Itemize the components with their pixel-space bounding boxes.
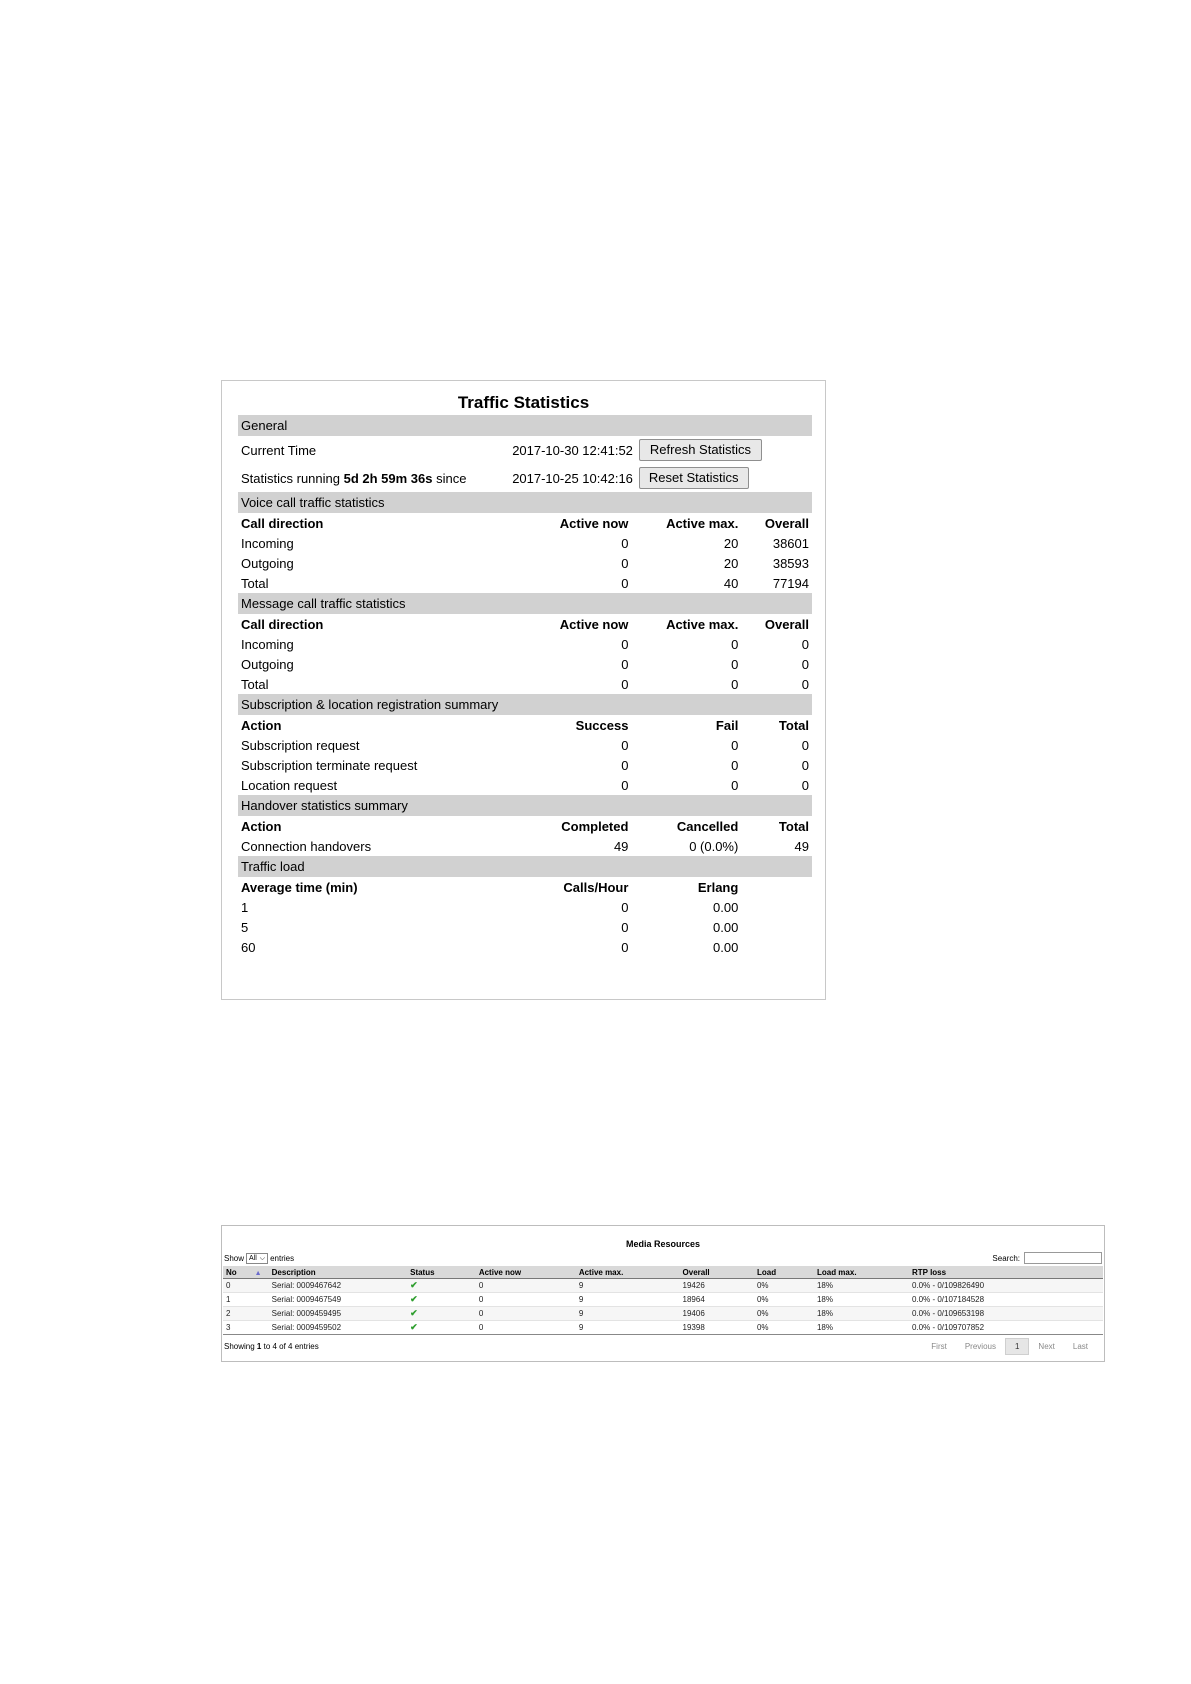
message-header-row [238,614,812,634]
section-load: Traffic load [238,856,812,877]
chevron-down-icon: ⌵ [259,1254,266,1262]
media-cell: 0% [754,1321,814,1335]
statistics-running-row [238,464,812,492]
message-column-header: Active now [559,616,629,632]
message-cell: 0 [621,676,629,692]
pager-page-1[interactable]: 1 [1005,1338,1029,1355]
section-general: General [238,415,812,436]
subscription-cell: 0 [731,737,739,753]
media-cell: 0.0% - 0/109826490 [909,1279,1103,1293]
table-row [223,1321,1103,1335]
media-resources-table [223,1266,1103,1335]
voice-cell: Total [241,575,269,591]
load-cell [741,937,812,957]
message-row [238,654,812,674]
check-icon: ✔ [410,1322,418,1332]
media-cell: 0% [754,1279,814,1293]
refresh-statistics-button[interactable]: Refresh Statistics [639,439,762,461]
media-column-header[interactable]: Status [407,1266,476,1279]
media-cell: 18% [814,1321,909,1335]
load-header-row [238,877,812,897]
media-cell: 18% [814,1279,909,1293]
load-cell: 0 [621,939,629,955]
message-column-header: Active max. [666,616,739,632]
entries-info: Showing 1 to 4 of 4 entries [224,1342,319,1351]
message-cell: 0 [801,636,809,652]
media-cell: 0.0% - 0/109707852 [909,1321,1103,1335]
voice-cell: 38601 [772,535,809,551]
media-cell: Serial: 0009459495 [269,1307,407,1321]
load-cell [741,917,812,937]
media-cell: 3 [223,1321,269,1335]
status-cell [407,1307,476,1321]
subscription-cell: 0 [621,757,629,773]
load-row [238,937,812,957]
message-cell: 0 [731,676,739,692]
sort-ascending-icon: ▲ [254,1269,262,1277]
subscription-cell: 0 [801,737,809,753]
media-column-header[interactable]: Load max. [814,1266,909,1279]
media-cell: Serial: 0009459502 [269,1321,407,1335]
media-cell: 0 [476,1293,576,1307]
media-cell: 9 [576,1279,680,1293]
media-cell: 9 [576,1321,680,1335]
handover-cell: Connection handovers [241,838,372,854]
current-time-row [238,436,812,464]
handover-header-row [238,816,812,836]
voice-column-header: Active now [559,515,629,531]
media-cell: 0 [476,1321,576,1335]
handover-cell: 49 [794,838,809,854]
load-row [238,917,812,937]
message-column-header: Call direction [241,616,324,632]
voice-row [238,553,812,573]
media-column-header[interactable]: Active max. [576,1266,680,1279]
media-cell: Serial: 0009467642 [269,1279,407,1293]
message-cell: 0 [801,676,809,692]
subscription-cell: Location request [241,777,338,793]
media-cell: 0 [223,1279,269,1293]
load-row [238,897,812,917]
statistics-running-label: Statistics running 5d 2h 59m 36s since [241,470,467,486]
load-cell: 0 [621,919,629,935]
voice-cell: 0 [621,555,629,571]
voice-header-row [238,513,812,533]
voice-row [238,533,812,553]
media-cell: 18964 [680,1293,754,1307]
status-cell [407,1321,476,1335]
media-cell: 0.0% - 0/107184528 [909,1293,1103,1307]
media-column-header[interactable]: RTP loss [909,1266,1103,1279]
media-column-header[interactable]: No ▲ [223,1266,269,1279]
media-cell: 0.0% - 0/109653198 [909,1307,1103,1321]
subscription-cell: 0 [621,777,629,793]
media-cell: 19406 [680,1307,754,1321]
message-call-statistics [238,593,812,694]
subscription-summary [238,694,812,795]
traffic-statistics-table [238,415,812,957]
message-cell: Outgoing [241,656,294,672]
message-cell: 0 [621,656,629,672]
section-handover: Handover statistics summary [238,795,812,816]
traffic-load [238,856,812,957]
load-column-header [741,877,812,897]
handover-column-header: Action [241,818,282,834]
message-cell: 0 [731,656,739,672]
section-subscription: Subscription & location registration summary [238,694,812,715]
subscription-cell: Subscription request [241,737,360,753]
subscription-row [238,735,812,755]
subscription-header-row [238,715,812,735]
current-time-value: 2017-10-30 12:41:52 [512,442,633,458]
message-cell: 0 [801,656,809,672]
status-cell [407,1293,476,1307]
pager-first[interactable]: First [931,1342,947,1351]
traffic-statistics-title: Traffic Statistics [457,393,590,412]
pager-previous[interactable]: Previous [964,1342,996,1351]
section-message: Message call traffic statistics [238,593,812,614]
media-cell: Serial: 0009467549 [269,1293,407,1307]
load-column-header: Calls/Hour [563,879,629,895]
handover-cell: 49 [613,838,629,854]
media-cell: 0 [476,1307,576,1321]
pager-next[interactable]: Next [1038,1342,1055,1351]
subscription-cell: Subscription terminate request [241,757,418,773]
subscription-cell: 0 [731,757,739,773]
media-cell: 9 [576,1307,680,1321]
media-cell: 0 [476,1279,576,1293]
voice-cell: 38593 [772,555,809,571]
media-cell: 0% [754,1307,814,1321]
reset-statistics-button[interactable]: Reset Statistics [639,467,749,489]
voice-row [238,573,812,593]
handover-row [238,836,812,856]
load-cell: 60 [241,939,256,955]
handover-column-header: Completed [561,818,629,834]
subscription-cell: 0 [621,737,629,753]
load-cell [741,897,812,917]
media-cell: 19398 [680,1321,754,1335]
load-cell: 0.00 [713,919,739,935]
handover-cell: 0 (0.0%) [689,838,739,854]
search-control [992,1252,1102,1264]
media-resources-panel [221,1225,1105,1362]
voice-cell: 20 [723,555,739,571]
load-cell: 0.00 [713,939,739,955]
pagination [922,1338,1097,1355]
media-cell: 19426 [680,1279,754,1293]
handover-summary [238,795,812,856]
voice-cell: 40 [723,575,739,591]
voice-cell: 0 [621,575,629,591]
media-table-header [223,1266,1103,1279]
section-voice: Voice call traffic statistics [238,492,812,513]
media-column-header[interactable]: Load [754,1266,814,1279]
media-cell: 18% [814,1307,909,1321]
subscription-column-header: Success [575,717,629,733]
statistics-running-duration: 5d 2h 59m 36s [343,470,433,486]
subscription-cell: 0 [731,777,739,793]
media-column-header[interactable]: Description [269,1266,407,1279]
media-cell: 2 [223,1307,269,1321]
load-cell: 1 [241,899,249,915]
subscription-row [238,775,812,795]
voice-column-header: Call direction [241,515,324,531]
subscription-cell: 0 [801,777,809,793]
check-icon: ✔ [410,1280,418,1290]
media-table-footer [223,1334,1103,1361]
media-column-header[interactable]: Active now [476,1266,576,1279]
message-cell: 0 [731,636,739,652]
traffic-statistics-panel [221,380,826,1000]
media-column-header[interactable]: Overall [680,1266,754,1279]
voice-cell: 0 [621,535,629,551]
check-icon: ✔ [410,1294,418,1304]
subscription-column-header: Fail [715,717,739,733]
media-cell: 1 [223,1293,269,1307]
status-cell [407,1279,476,1293]
message-row [238,634,812,654]
voice-column-header: Active max. [666,515,739,531]
subscription-column-header: Action [241,717,282,733]
voice-cell: 20 [723,535,739,551]
handover-column-header: Total [778,818,809,834]
subscription-cell: 0 [801,757,809,773]
handover-column-header: Cancelled [676,818,739,834]
pager-last[interactable]: Last [1072,1342,1088,1351]
message-column-header: Overall [764,616,809,632]
load-cell: 0.00 [713,899,739,915]
message-row [238,674,812,694]
media-cell: 0% [754,1293,814,1307]
message-cell: Incoming [241,636,294,652]
voice-column-header: Overall [764,515,809,531]
search-label: Search: [992,1253,1020,1263]
load-column-header: Erlang [697,879,739,895]
media-cell: 9 [576,1293,680,1307]
load-cell: 0 [621,899,629,915]
subscription-column-header: Total [778,717,809,733]
load-cell: 5 [241,919,249,935]
voice-cell: Outgoing [241,555,294,571]
voice-cell: 77194 [772,575,809,591]
table-row [223,1307,1103,1321]
table-row [223,1279,1103,1293]
media-resources-title: Media Resources [625,1239,701,1249]
entries-select[interactable]: All ⌵ [246,1253,268,1264]
message-cell: Total [241,676,269,692]
search-input[interactable] [1024,1252,1102,1264]
voice-cell: Incoming [241,535,294,551]
statistics-since-value: 2017-10-25 10:42:16 [512,470,633,486]
load-column-header: Average time (min) [241,879,358,895]
table-row [223,1293,1103,1307]
current-time-label: Current Time [241,442,317,458]
check-icon: ✔ [410,1308,418,1318]
show-entries-control: Show All ⌵ entries [224,1254,295,1263]
subscription-row [238,755,812,775]
voice-call-statistics [238,492,812,593]
media-cell: 18% [814,1293,909,1307]
message-cell: 0 [621,636,629,652]
